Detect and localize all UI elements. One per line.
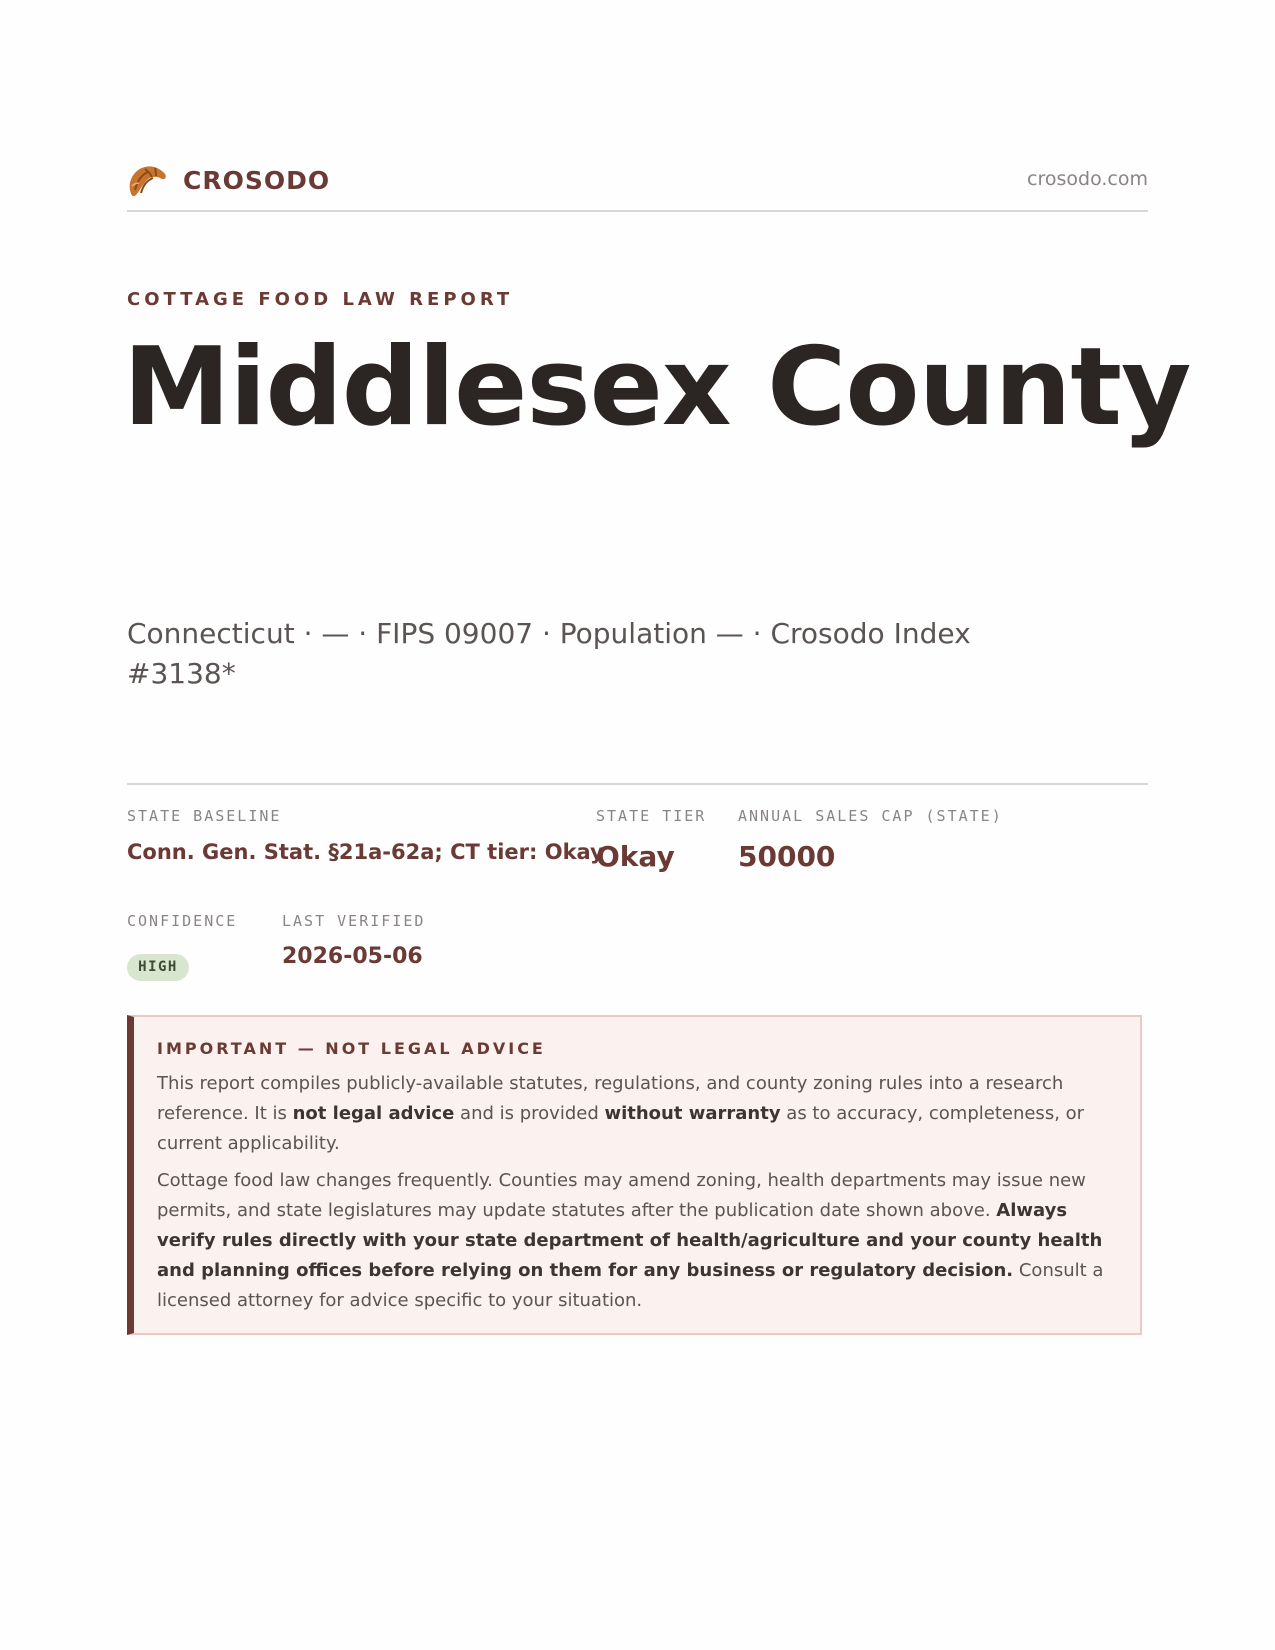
notice-text: Cottage food law changes frequently. Counties may amend zoning, health departments may issue new permits, and state legislatures may update statutes after the publication date shown above. <box>157 1170 1086 1221</box>
notice-emphasis: Always verify rules directly with your state department of health/agriculture and your county health and planning offices before relying on them for any business or regulatory decision. <box>157 1200 1103 1281</box>
report-page <box>123 0 1191 1650</box>
legal-notice <box>127 1015 1142 1335</box>
brand-name: CROSODO <box>183 165 331 195</box>
state-baseline-value: Conn. Gen. Stat. §21a-62a; CT tier: Okay <box>127 840 604 864</box>
state-baseline-label: STATE BASELINE <box>127 807 282 825</box>
last-verified-value: 2026-05-06 <box>282 944 423 969</box>
annual-sales-cap-value: 50000 <box>738 840 836 873</box>
notice-title: IMPORTANT — NOT LEGAL ADVICE <box>157 1039 546 1058</box>
site-url-link[interactable]: crosodo.com <box>1027 168 1148 190</box>
notice-text: Consult a licensed attorney for advice specific to your situation. <box>157 1260 1104 1311</box>
report-eyebrow: COTTAGE FOOD LAW REPORT <box>127 289 514 310</box>
notice-text: This report compiles publicly-available statutes, regulations, and county zoning rules into a research reference. It is <box>157 1073 1064 1124</box>
annual-sales-cap-label: ANNUAL SALES CAP (STATE) <box>738 807 1003 825</box>
confidence-badge: HIGH <box>127 954 189 981</box>
page-header <box>127 158 1148 212</box>
notice-text: as to accuracy, completeness, or current applicability. <box>157 1103 1085 1154</box>
croissant-icon <box>127 160 169 200</box>
section-divider <box>127 783 1148 785</box>
notice-emphasis: without warranty <box>604 1103 781 1124</box>
page-title: Middlesex County <box>123 325 1191 450</box>
notice-paragraph-1 <box>157 1069 1117 1159</box>
notice-paragraph-2 <box>157 1166 1117 1316</box>
brand[interactable] <box>127 160 330 200</box>
confidence-label: CONFIDENCE <box>127 912 238 930</box>
notice-text: and is provided <box>454 1103 605 1124</box>
page-subtitle: Connecticut · — · FIPS 09007 · Population — · Crosodo Index #3138* <box>127 617 971 690</box>
last-verified-label: LAST VERIFIED <box>282 912 426 930</box>
state-tier-value: Okay <box>596 840 675 873</box>
state-tier-label: STATE TIER <box>596 807 707 825</box>
notice-emphasis: not legal advice <box>292 1103 455 1124</box>
